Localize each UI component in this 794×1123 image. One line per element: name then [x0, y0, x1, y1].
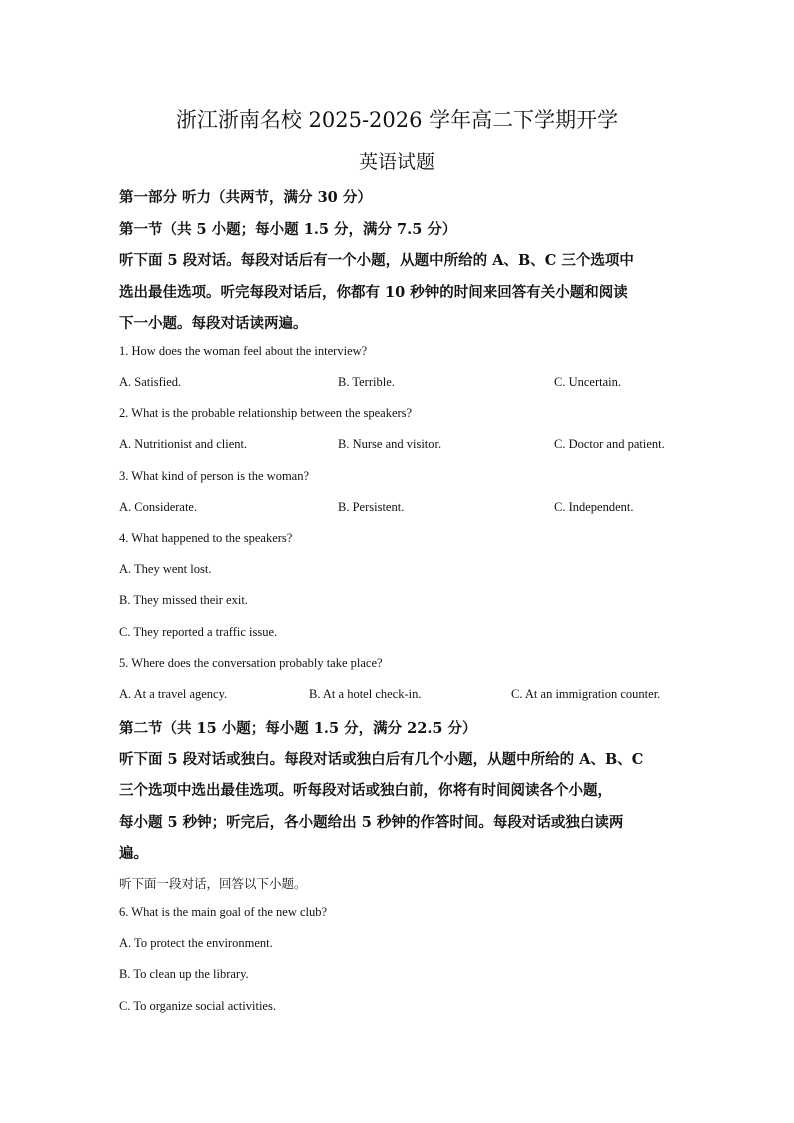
- option-a: A. Considerate.: [119, 500, 198, 514]
- option-c: C. They reported a traffic issue.: [119, 625, 278, 639]
- option-a: A. They went lost.: [119, 562, 212, 576]
- option-a: A. Satisfied.: [119, 375, 182, 389]
- section2-instruction-line: 三个选项中选出最佳选项。听每段对话或独白前，你将有时间阅读各个小题，: [119, 782, 612, 799]
- question-stem: 6. What is the main goal of the new club?: [119, 905, 328, 919]
- option-b: B. At a hotel check-in.: [309, 687, 422, 701]
- question-stem: 5. Where does the conversation probably take place?: [119, 656, 383, 670]
- option-b: B. Persistent.: [338, 500, 405, 514]
- option-c: C. Uncertain.: [554, 375, 621, 389]
- question-stem: 3. What kind of person is the woman?: [119, 469, 310, 483]
- option-b: B. To clean up the library.: [119, 967, 249, 981]
- section1-heading: 第一节（共 5 小题；每小题 1.5 分，满分 7.5 分）: [119, 221, 457, 238]
- part1-heading: 第一部分 听力（共两节，满分 30 分）: [119, 189, 372, 206]
- question-stem: 4. What happened to the speakers?: [119, 531, 293, 545]
- option-c: C. Independent.: [554, 500, 634, 514]
- section2-heading: 第二节（共 15 小题；每小题 1.5 分，满分 22.5 分）: [119, 720, 477, 737]
- exam-subtitle: 英语试题: [358, 151, 435, 173]
- option-a: A. At a travel agency.: [119, 687, 228, 701]
- option-a: A. Nutritionist and client.: [119, 437, 248, 451]
- question-stem: 2. What is the probable relationship between the speakers?: [119, 406, 413, 420]
- section2-lead: 听下面一段对话，回答以下小题。: [119, 876, 307, 891]
- option-b: B. Nurse and visitor.: [338, 437, 442, 451]
- option-c: C. At an immigration counter.: [511, 687, 661, 701]
- option-b: B. They missed their exit.: [119, 593, 248, 607]
- option-c: C. Doctor and patient.: [554, 437, 665, 451]
- section1-instruction-line: 听下面 5 段对话。每段对话后有一个小题，从题中所给的 A、B、C 三个选项中: [119, 252, 634, 269]
- section2-instruction-line: 听下面 5 段对话或独白。每段对话或独白后有几个小题，从题中所给的 A、B、C: [119, 751, 644, 768]
- section2-instruction-line: 每小题 5 秒钟；听完后，各小题给出 5 秒钟的作答时间。每段对话或独白读两: [119, 814, 624, 831]
- option-a: A. To protect the environment.: [119, 936, 273, 950]
- option-b: B. Terrible.: [338, 375, 395, 389]
- question-stem: 1. How does the woman feel about the interview?: [119, 344, 368, 358]
- section2-instruction-line: 遍。: [119, 845, 148, 862]
- section1-instruction-line: 选出最佳选项。听完每段对话后，你都有 10 秒钟的时间来回答有关小题和阅读: [119, 284, 628, 301]
- section1-instruction-line: 下一小题。每段对话读两遍。: [119, 315, 308, 332]
- option-c: C. To organize social activities.: [119, 999, 276, 1013]
- exam-title: 浙江浙南名校 2025-2026 学年高二下学期开学: [175, 108, 619, 132]
